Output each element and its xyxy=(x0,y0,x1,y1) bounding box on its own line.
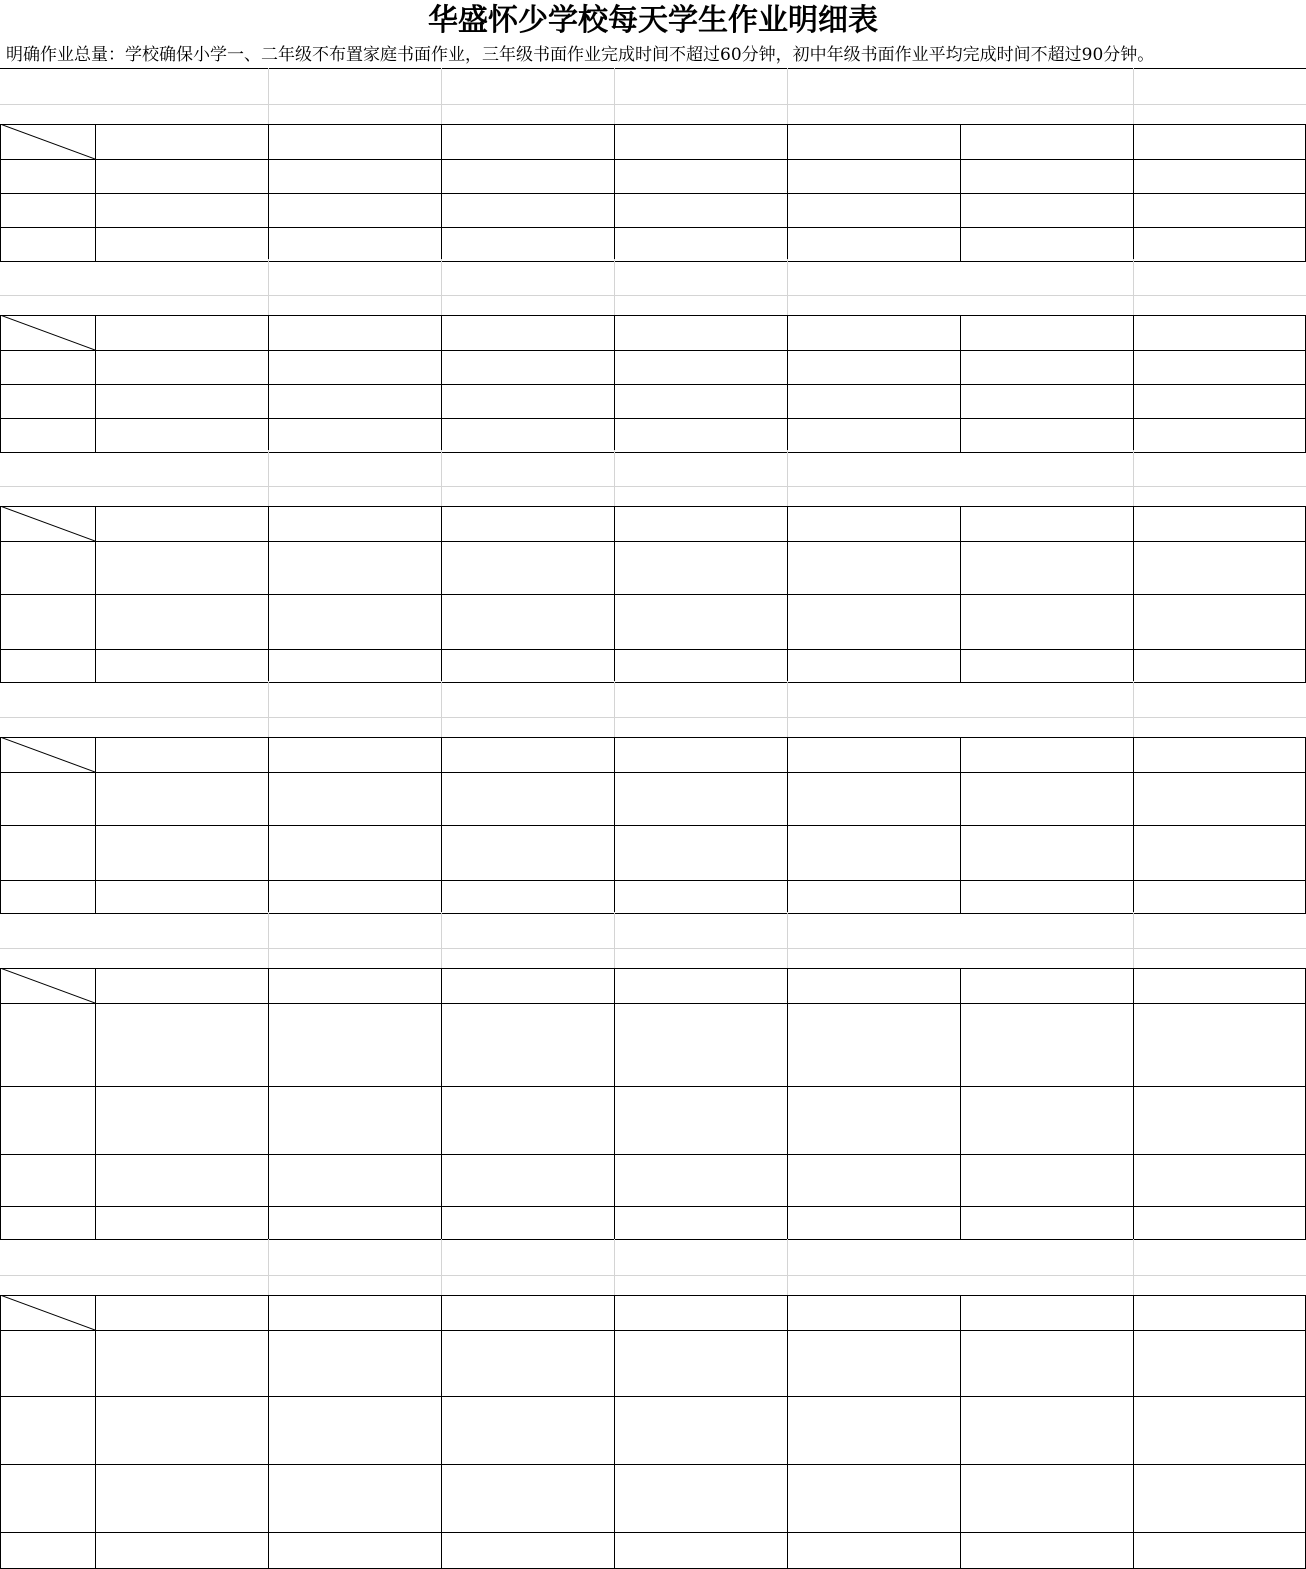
corner-diagonal xyxy=(0,315,95,350)
grid-line xyxy=(0,1330,1306,1331)
grid-line xyxy=(268,912,269,968)
corner-diagonal xyxy=(0,968,95,1003)
grid-line xyxy=(614,968,615,1239)
grid-line xyxy=(1133,737,1134,913)
grid-line xyxy=(268,68,269,124)
grid-line xyxy=(441,315,442,452)
grid-line xyxy=(960,968,961,1239)
grid-line xyxy=(0,1206,1306,1207)
grid-line xyxy=(1133,912,1134,968)
grid-line xyxy=(0,315,1,452)
grid-line xyxy=(95,737,96,913)
grid-line xyxy=(268,1295,269,1568)
grid-line xyxy=(0,506,1306,507)
grid-line xyxy=(441,912,442,968)
grid-line xyxy=(268,450,269,506)
grid-line xyxy=(614,1239,615,1295)
grid-line xyxy=(0,418,1306,419)
grid-line xyxy=(0,880,1306,881)
grid-line xyxy=(95,315,96,452)
grid-line xyxy=(441,1239,442,1295)
grid-line xyxy=(960,124,961,261)
grid-line xyxy=(0,682,1306,683)
grid-line xyxy=(614,315,615,452)
grid-line xyxy=(0,541,1306,542)
grid-line xyxy=(95,506,96,682)
grid-line xyxy=(0,649,1306,650)
grid-line xyxy=(1133,506,1134,682)
grid-line xyxy=(614,506,615,682)
grid-line xyxy=(441,737,442,913)
grid-line xyxy=(787,968,788,1239)
grid-line xyxy=(1133,968,1134,1239)
grid-line xyxy=(268,315,269,452)
grid-line xyxy=(1133,315,1134,452)
grid-line xyxy=(441,68,442,124)
corner-diagonal xyxy=(0,737,95,772)
grid-line xyxy=(268,259,269,315)
grid-line xyxy=(441,681,442,737)
grid-line xyxy=(614,259,615,315)
corner-diagonal xyxy=(0,1295,95,1330)
grid-line xyxy=(0,350,1306,351)
grid-line xyxy=(0,737,1,913)
grid-line xyxy=(1133,259,1134,315)
grid-line xyxy=(0,104,1306,105)
grid-line xyxy=(0,825,1306,826)
grid-line xyxy=(0,1239,1306,1240)
grid-line xyxy=(268,124,269,261)
grid-line xyxy=(787,1239,788,1295)
grid-line xyxy=(787,737,788,913)
grid-line xyxy=(1133,1295,1134,1568)
grid-line xyxy=(268,681,269,737)
grid-line xyxy=(95,968,96,1239)
grid-line xyxy=(614,68,615,124)
grid-line xyxy=(0,486,1306,487)
grid-line xyxy=(787,259,788,315)
workload-note: 明确作业总量：学校确保小学一、二年级不布置家庭书面作业，三年级书面作业完成时间不超过60分钟，初中年级书面作业平均完成时间不超过90分钟。 xyxy=(6,45,1155,65)
grid-line xyxy=(787,68,788,124)
grid-line xyxy=(0,1464,1306,1465)
grid-line xyxy=(614,450,615,506)
grid-line xyxy=(960,315,961,452)
grid-line xyxy=(0,506,1,682)
grid-line xyxy=(0,261,1306,262)
grid-line xyxy=(0,1275,1306,1276)
grid-line xyxy=(1133,124,1134,261)
grid-line xyxy=(0,295,1306,296)
grid-line xyxy=(0,948,1306,949)
grid-line xyxy=(614,681,615,737)
grid-line xyxy=(268,506,269,682)
grid-line xyxy=(441,259,442,315)
grid-line xyxy=(614,124,615,261)
grid-line xyxy=(95,1295,96,1568)
grid-line xyxy=(787,124,788,261)
grid-line xyxy=(0,968,1,1239)
grid-line xyxy=(0,737,1306,738)
grid-line xyxy=(0,594,1306,595)
grid-line xyxy=(1133,450,1134,506)
grid-line xyxy=(0,1532,1306,1533)
grid-line xyxy=(960,737,961,913)
grid-line xyxy=(787,681,788,737)
grid-line xyxy=(0,68,1306,69)
grid-line xyxy=(268,737,269,913)
grid-line xyxy=(0,452,1306,453)
grid-line xyxy=(787,315,788,452)
sheet-title: 华盛怀少学校每天学生作业明细表 xyxy=(428,3,878,38)
grid-line xyxy=(441,506,442,682)
grid-line xyxy=(0,1086,1306,1087)
grid-line xyxy=(0,384,1306,385)
grid-line xyxy=(787,450,788,506)
grid-line xyxy=(0,968,1306,969)
grid-line xyxy=(960,1295,961,1568)
grid-line xyxy=(441,124,442,261)
grid-line xyxy=(441,1295,442,1568)
grid-line xyxy=(960,506,961,682)
grid-line xyxy=(0,1295,1306,1296)
grid-line xyxy=(787,912,788,968)
grid-line xyxy=(0,124,1306,125)
grid-line xyxy=(1133,1239,1134,1295)
grid-line xyxy=(1133,68,1134,124)
grid-line xyxy=(0,1154,1306,1155)
grid-line xyxy=(787,506,788,682)
grid-line xyxy=(268,968,269,1239)
grid-line xyxy=(614,737,615,913)
corner-diagonal xyxy=(0,124,95,159)
grid-line xyxy=(0,193,1306,194)
grid-line xyxy=(0,913,1306,914)
grid-line xyxy=(95,124,96,261)
grid-line xyxy=(1133,681,1134,737)
corner-diagonal xyxy=(0,506,95,541)
grid-line xyxy=(441,450,442,506)
grid-line xyxy=(441,968,442,1239)
grid-line xyxy=(0,159,1306,160)
grid-line xyxy=(0,1396,1306,1397)
grid-line xyxy=(787,1295,788,1568)
grid-line xyxy=(268,1239,269,1295)
grid-line xyxy=(0,315,1306,316)
grid-line xyxy=(0,1295,1,1568)
grid-line xyxy=(0,1003,1306,1004)
grid-line xyxy=(0,227,1306,228)
grid-line xyxy=(0,717,1306,718)
grid-line xyxy=(0,124,1,261)
grid-line xyxy=(0,772,1306,773)
grid-line xyxy=(614,1295,615,1568)
grid-line xyxy=(614,912,615,968)
